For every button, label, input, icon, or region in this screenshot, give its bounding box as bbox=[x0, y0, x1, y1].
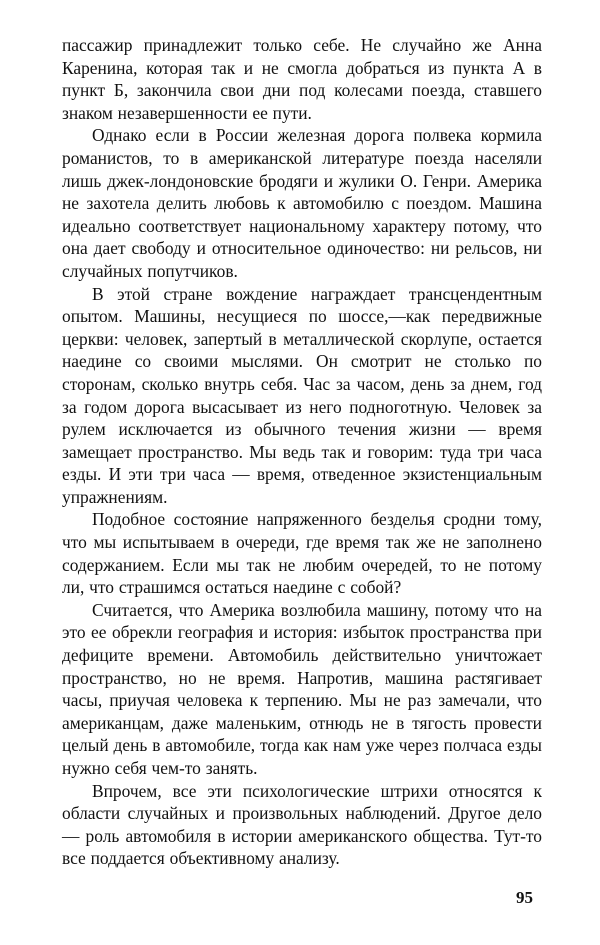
paragraph-psychological-notes: Впрочем, все эти психологические штрихи относятся к области случайных и произвольных наблюдений. Другое дело — роль автомобиля в истории американского общества. Тут-то все поддается объективному анализу. bbox=[62, 780, 542, 869]
paragraph-railroad-novelists: Однако если в России железная дорога полвека кормила романистов, то в американской литературе поезда населяли лишь джек-лондоновские бродяги и жулики О. Генри. Америка не захотела делить любовь к автомобилю с поездом. Машина идеально соответствует национальному характеру потому, что она дает свободу и относительное одиночество: ни рельсов, ни случайных попутчиков. bbox=[62, 125, 542, 281]
page-number: 95 bbox=[516, 888, 533, 907]
paragraph-driving-transcendent: В этой стране вождение награждает трансцендентным опытом. Машины, несущиеся по шоссе,—как передвижные церкви: человек, запертый в металлической скорлупе, остается наедине со своими мыслями. Он смотрит не столько по сторонам, сколько внутрь себя. Час за часом, день за днем, год за годом дорога высасывает из него подноготную. Человек за рулем исключается из обычного течения жизни — время замещает пространство. Мы ведь так и говорим: туда три часа езды. И эти три часа — время, отведенное экзистенциальным упражнениям. bbox=[62, 283, 542, 507]
body-text bbox=[62, 34, 542, 870]
paragraph-america-loves-car: Считается, что Америка возлюбила машину, потому что на это ее обрекли география и история: избыток пространства при дефиците времени. Автомобиль действительно уничтожает пространство, но не время. Напротив, машина растягивает часы, приучая человека к терпению. Мы не раз замечали, что американцам, даже маленьким, отнюдь не в тягость провести целый день в автомобиле, тогда как нам уже через полчаса езды нужно себя чем-то занять. bbox=[62, 599, 542, 778]
paragraph-continuation: пассажир принадлежит только себе. Не случайно же Анна Каренина, которая так и не смогла добраться из пункта А в пункт Б, закончила свои дни под колесами поезда, ставшего знаком незавершенности ее пути. bbox=[62, 35, 542, 123]
paragraph-queue-idleness: Подобное состояние напряженного безделья сродни тому, что мы испытываем в очереди, где время так же не заполнено содержанием. Если мы так не любим очередей, то не потому ли, что страшимся остаться наедине с собой? bbox=[62, 509, 542, 598]
